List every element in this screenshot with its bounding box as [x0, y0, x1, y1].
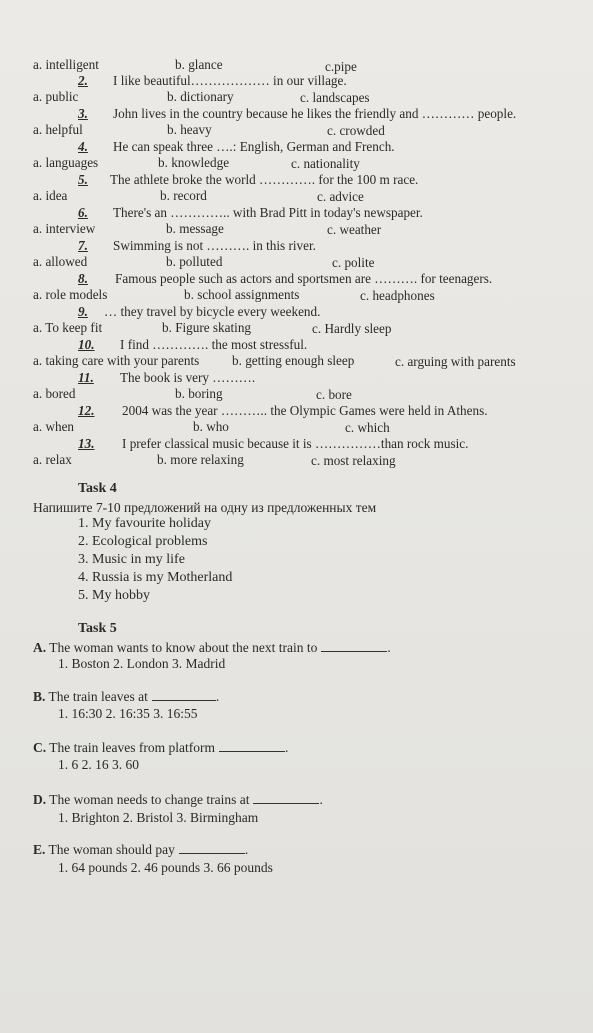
- question-text: The train leaves at: [48, 689, 148, 704]
- question-number: 11.: [78, 370, 94, 385]
- option-c: c. Hardly sleep: [312, 321, 392, 336]
- option-a: a. public: [33, 89, 79, 104]
- question-text: The woman should pay: [48, 842, 175, 857]
- question-a: [33, 640, 391, 656]
- answer-options: 1. 6 2. 16 3. 60: [58, 757, 139, 772]
- option-b: b. message: [166, 221, 224, 236]
- answer-blank[interactable]: [152, 699, 216, 701]
- option-a: a. role models: [33, 287, 108, 302]
- option-a: a. idea: [33, 188, 68, 203]
- answer-blank[interactable]: [321, 650, 387, 652]
- option-c: c. polite: [332, 255, 375, 270]
- question-end: .: [215, 689, 220, 704]
- question-letter: D.: [33, 792, 47, 807]
- question-text: There's an ………….. with Brad Pitt in today's newspaper.: [113, 205, 423, 220]
- question-end: .: [244, 842, 249, 857]
- option-c: c. bore: [316, 387, 352, 402]
- question-number: 2.: [78, 73, 88, 88]
- question-text: I like beautiful……………… in our village.: [113, 73, 347, 88]
- option-a: a. languages: [33, 155, 99, 170]
- question-d: [33, 792, 323, 808]
- question-text: Swimming is not ………. in this river.: [113, 238, 316, 253]
- option-b: b. glance: [175, 57, 223, 72]
- question-text: Famous people such as actors and sportsmen are ………. for teenagers.: [115, 271, 493, 286]
- option-a: a. interview: [33, 221, 96, 236]
- question-c: [33, 740, 288, 756]
- question-letter: C.: [33, 740, 47, 755]
- topic-item: 2. Ecological problems: [78, 534, 208, 549]
- question-letter: E.: [33, 842, 46, 857]
- option-c: c. most relaxing: [311, 453, 396, 468]
- question-letter: B.: [33, 689, 46, 704]
- question-text: 2004 was the year ……….. the Olympic Games were held in Athens.: [122, 403, 488, 418]
- answer-options: 1. 64 pounds 2. 46 pounds 3. 66 pounds: [58, 860, 273, 875]
- option-a: a. intelligent: [33, 57, 99, 72]
- question-text: The woman needs to change trains at: [49, 792, 250, 807]
- question-number: 3.: [78, 106, 88, 121]
- question-text: The book is very ……….: [120, 370, 256, 385]
- task5-title: Task 5: [78, 621, 117, 636]
- question-text: John lives in the country because he likes the friendly and ………… people.: [113, 106, 517, 121]
- option-b: b. school assignments: [184, 287, 300, 302]
- topic-item: 4. Russia is my Motherland: [78, 570, 233, 585]
- option-b: b. polluted: [166, 254, 223, 269]
- option-c: c. weather: [327, 222, 382, 237]
- option-a: a. helpful: [33, 122, 83, 137]
- option-b: b. knowledge: [158, 155, 230, 170]
- answer-options: 1. 16:30 2. 16:35 3. 16:55: [58, 706, 198, 721]
- option-a: a. relax: [33, 452, 72, 467]
- option-c: c. arguing with parents: [395, 354, 516, 369]
- option-b: b. more relaxing: [157, 452, 244, 467]
- option-c: c. crowded: [327, 123, 385, 138]
- question-b: [33, 689, 219, 705]
- answer-blank[interactable]: [253, 802, 319, 804]
- option-b: b. dictionary: [167, 89, 234, 104]
- option-a: a. when: [33, 419, 75, 434]
- question-number: 8.: [78, 271, 88, 286]
- task4-title: Task 4: [78, 481, 117, 496]
- question-number: 5.: [78, 172, 88, 187]
- answer-options: 1. Brighton 2. Bristol 3. Birmingham: [58, 810, 259, 825]
- question-text: He can speak three ….: English, German and French.: [113, 139, 395, 154]
- option-c: c. headphones: [360, 288, 435, 303]
- question-text: I prefer classical music because it is ……………than rock music.: [122, 436, 469, 451]
- question-number: 12.: [78, 403, 95, 418]
- question-end: .: [284, 740, 289, 755]
- question-end: .: [319, 792, 323, 807]
- question-text: … they travel by bicycle every weekend.: [104, 304, 321, 319]
- option-c: c. which: [345, 420, 390, 435]
- option-b: b. Figure skating: [162, 320, 252, 335]
- question-number: 4.: [78, 139, 88, 154]
- option-c: c. nationality: [291, 156, 360, 171]
- option-a: a. bored: [33, 386, 76, 401]
- option-a: a. allowed: [33, 254, 88, 269]
- question-letter: A.: [33, 640, 47, 655]
- topic-item: 5. My hobby: [78, 588, 150, 603]
- question-e: [33, 842, 248, 858]
- question-end: .: [387, 640, 391, 655]
- answer-blank[interactable]: [219, 750, 285, 752]
- option-b: b. boring: [175, 386, 223, 401]
- question-text: The train leaves from platform: [49, 740, 215, 755]
- option-a: a. taking care with your parents: [33, 353, 200, 368]
- task4-instruction: Напишите 7-10 предложений на одну из предложенных тем: [33, 500, 377, 515]
- question-number: 6.: [78, 205, 88, 220]
- answer-options: 1. Boston 2. London 3. Madrid: [58, 656, 226, 671]
- topic-item: 3. Music in my life: [78, 552, 185, 567]
- question-number: 10.: [78, 337, 95, 352]
- option-b: b. heavy: [167, 122, 212, 137]
- option-b: b. who: [193, 419, 229, 434]
- option-b: b. getting enough sleep: [232, 353, 355, 368]
- question-number: 9.: [78, 304, 88, 319]
- question-text: I find …………. the most stressful.: [120, 337, 308, 352]
- option-c: c. landscapes: [300, 90, 370, 105]
- option-c: c.pipe: [325, 59, 357, 74]
- question-text: The athlete broke the world …………. for the 100 m race.: [110, 172, 419, 187]
- topic-item: 1. My favourite holiday: [78, 516, 211, 531]
- question-number: 13.: [78, 436, 95, 451]
- answer-blank[interactable]: [179, 852, 245, 854]
- option-c: c. advice: [317, 189, 364, 204]
- option-b: b. record: [160, 188, 207, 203]
- question-number: 7.: [78, 238, 88, 253]
- option-a: a. To keep fit: [33, 320, 103, 335]
- question-text: The woman wants to know about the next train to: [49, 640, 318, 655]
